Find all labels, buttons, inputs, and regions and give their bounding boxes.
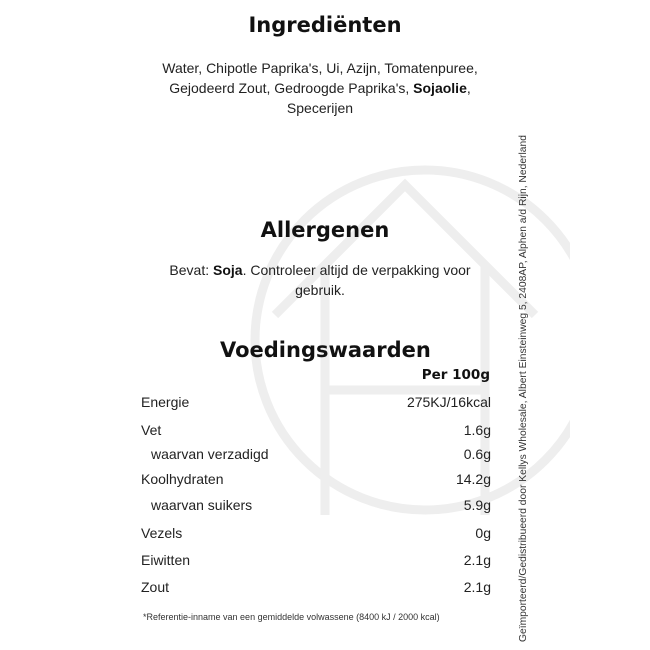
nutrient-label: Vezels bbox=[141, 525, 183, 541]
nutrient-label: waarvan verzadigd bbox=[151, 446, 269, 462]
ingredients-line-1: Water, Chipotle Paprika's, Ui, Azijn, Tomatenpuree, bbox=[162, 60, 478, 76]
nutrient-value: 14.2g bbox=[455, 471, 491, 487]
allergen-highlight: Sojaolie bbox=[413, 80, 467, 96]
nutrient-label: waarvan suikers bbox=[151, 497, 253, 513]
nutrient-value: 0.6g bbox=[463, 446, 491, 462]
ingredients-text bbox=[150, 58, 490, 118]
nutrient-label: Energie bbox=[141, 394, 190, 410]
per-100g-header: Per 100g bbox=[421, 367, 490, 383]
nutrient-value: 0g bbox=[475, 525, 491, 541]
importer-address: Geïmporteerd/Gedistribueerd door Kellys Wholesale, Albert Einsteinweg 5, 2408AP, Alphen a/d Rijn, Nederland bbox=[518, 135, 529, 642]
allergen-soja: Soja bbox=[213, 262, 243, 278]
nutrient-value: 2.1g bbox=[463, 579, 491, 595]
ingredients-line-3: Specerijen bbox=[286, 100, 354, 116]
nutrient-label: Vet bbox=[141, 422, 162, 438]
nutrient-label: Zout bbox=[141, 579, 170, 595]
allergens-text bbox=[155, 260, 485, 300]
reference-footnote: *Referentie-inname van een gemiddelde volwassene (8400 kJ / 2000 kcal) bbox=[143, 612, 440, 622]
nutrition-title: Voedingswaarden bbox=[220, 338, 431, 362]
allergens-line-2: gebruik. bbox=[295, 282, 345, 298]
nutrient-value: 1.6g bbox=[463, 422, 491, 438]
nutrient-value: 5.9g bbox=[463, 497, 491, 513]
nutrient-label: Koolhydraten bbox=[141, 471, 224, 487]
nutrient-value: 275KJ/16kcal bbox=[406, 394, 491, 410]
nutrient-label: Eiwitten bbox=[141, 552, 191, 568]
nutrient-value: 2.1g bbox=[463, 552, 491, 568]
allergens-line-1: Bevat: Soja. Controleer altijd de verpakking voor bbox=[169, 262, 471, 278]
allergens-title: Allergenen bbox=[260, 218, 390, 242]
ingredients-line-2: Gejodeerd Zout, Gedroogde Paprika's, Sojaolie, bbox=[169, 80, 471, 96]
ingredients-title: Ingrediënten bbox=[248, 13, 402, 37]
